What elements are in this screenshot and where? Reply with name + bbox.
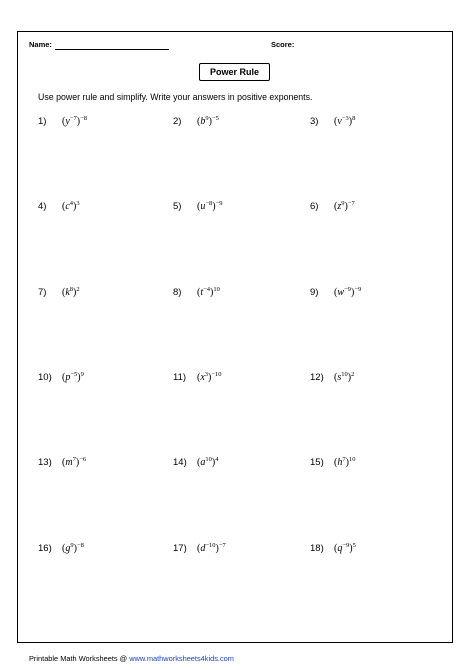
outer-exponent: 9 [80,371,84,378]
problem-item [38,287,80,301]
problem-item [310,543,356,557]
instructions-text: Use power rule and simplify. Write your answers in positive exponents. [38,92,313,102]
problem-expression: $(u^{-8})^{-9}$ [197,200,223,212]
problem-number: 7) [38,287,47,298]
outer-exponent: −7 [347,200,355,207]
problem-item [173,543,226,557]
inner-exponent: −7 [69,115,77,122]
problem-variable: m [65,457,73,468]
outer-exponent: −8 [76,542,84,549]
footer-link[interactable]: www.mathworksheets4kids.com [129,654,234,663]
outer-exponent: 10 [348,456,356,463]
problem-expression: $(k^8)^2$ [62,286,80,298]
inner-exponent: 8 [69,286,74,293]
problem-item [310,457,355,471]
problem-number: 1) [38,116,47,127]
problem-variable: c [65,201,70,212]
problem-item [173,201,223,215]
problem-number: 18) [310,543,324,554]
problem-variable: t [200,287,204,298]
inner-exponent: 7 [342,456,346,463]
problem-variable: s [337,372,342,383]
inner-exponent: 7 [72,456,76,463]
problem-item [310,372,354,386]
problem-expression: $(v^{-3})^8$ [334,115,356,127]
problem-item [173,457,218,471]
outer-exponent: −9 [215,200,223,207]
problem-variable: v [337,116,342,127]
problem-expression: $(g^9)^{-8}$ [62,542,84,554]
problem-item [310,116,355,130]
problem-number: 17) [173,543,187,554]
problem-item [173,372,222,386]
inner-exponent: 9 [205,115,209,122]
name-label: Name: [29,40,52,49]
problem-variable: w [337,287,345,298]
problem-item [310,201,355,215]
problem-expression: $(w^{-9})^{-9}$ [334,286,362,298]
problem-expression: $(b^9)^{-5}$ [197,115,219,127]
outer-exponent: 2 [76,286,80,293]
problem-variable: x [200,372,205,383]
problem-expression: $(h^7)^{10}$ [334,456,356,468]
problem-variable: b [200,116,206,127]
problem-item [38,543,84,557]
problem-variable: y [65,116,70,127]
inner-exponent: 10 [341,371,348,378]
problem-number: 6) [310,201,319,212]
outer-exponent: 2 [351,371,355,378]
inner-exponent: 3 [204,371,209,378]
problem-variable: h [337,457,343,468]
problem-item [38,457,86,471]
problem-number: 14) [173,457,187,468]
problem-expression: $(t^{-4})^{10}$ [197,286,220,298]
problem-variable: u [200,201,206,212]
inner-exponent: 9 [70,542,74,549]
worksheet-title: Power Rule [199,63,270,81]
outer-exponent: 5 [352,542,356,549]
name-field-line[interactable] [55,49,169,50]
inner-exponent: 10 [205,456,212,463]
problem-expression: $(d^{-10})^{-7}$ [197,542,226,554]
problem-variable: d [200,543,206,554]
problem-expression: $(m^7)^{-6}$ [62,456,87,468]
problem-number: 5) [173,201,182,212]
problem-item [38,116,87,130]
problem-expression: $(c^4)^3$ [62,200,80,212]
problem-number: 10) [38,372,52,383]
problem-expression: $(p^{-5})^9$ [62,371,84,383]
problem-item [173,116,219,130]
problem-item [310,287,361,301]
problem-number: 8) [173,287,182,298]
inner-exponent: −5 [70,371,78,378]
problem-expression: $(y^{-7})^{-8}$ [62,115,87,127]
problem-number: 16) [38,543,52,554]
problem-expression: $(a^{10})^4$ [197,456,219,468]
inner-exponent: −8 [205,200,213,207]
outer-exponent: −9 [354,286,362,293]
problem-item [38,201,80,215]
problem-number: 2) [173,116,182,127]
problem-number: 15) [310,457,324,468]
problem-variable: a [200,457,206,468]
inner-exponent: −9 [342,542,350,549]
outer-exponent: 10 [213,286,220,293]
problem-item [173,287,220,301]
inner-exponent: −9 [344,286,351,293]
score-label: Score: [271,40,295,49]
problem-expression: $(q^{-9})^5$ [334,542,356,554]
problem-expression: $(z^9)^{-7}$ [334,200,355,212]
footer-prefix: Printable Math Worksheets @ [29,654,130,663]
footer [29,654,234,663]
outer-exponent: −6 [79,456,87,463]
problem-variable: q [337,543,343,554]
problem-item [38,372,84,386]
problem-number: 9) [310,287,319,298]
problem-expression: $(s^{10})^2$ [334,371,355,383]
inner-exponent: −3 [341,115,349,122]
inner-exponent: −4 [203,286,211,293]
problem-number: 3) [310,116,319,127]
inner-exponent: −10 [205,542,216,549]
problem-variable: p [65,372,71,383]
problem-variable: z [337,201,342,212]
outer-exponent: 4 [215,456,219,463]
inner-exponent: 9 [341,200,345,207]
problem-number: 13) [38,457,52,468]
outer-exponent: −8 [80,115,87,122]
worksheet-header [29,40,439,54]
problem-number: 12) [310,372,324,383]
outer-exponent: −10 [211,371,222,378]
problem-expression: $(x^3)^{-10}$ [197,371,222,383]
outer-exponent: 3 [76,200,80,207]
outer-exponent: −5 [211,115,219,122]
inner-exponent: 4 [69,200,74,207]
problem-variable: g [65,543,71,554]
problem-number: 4) [38,201,47,212]
problem-variable: k [65,287,70,298]
outer-exponent: −7 [218,542,226,549]
problem-number: 11) [173,372,187,383]
outer-exponent: 8 [352,115,356,122]
